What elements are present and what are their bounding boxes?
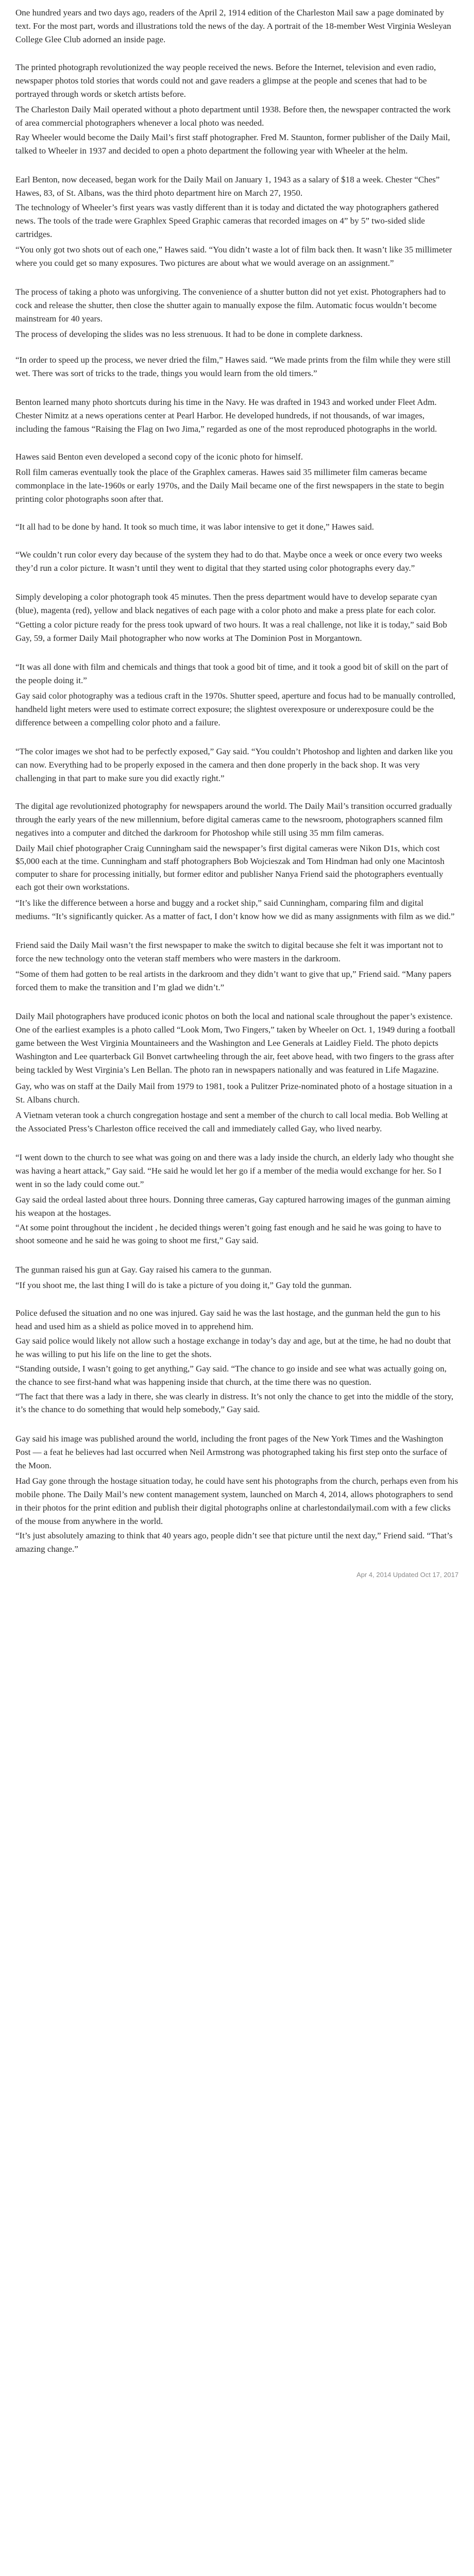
article-paragraph: The process of taking a photo was unforgiving. The convenience of a shutter button did not yet exist. Photographers had to cock and release the shutter, then close the shutter again to manually expose the film. Automatic focus wouldn’t become mainstream for 40 years.	[15, 287, 446, 324]
article-paragraph: “It’s just absolutely amazing to think that 40 years ago, people didn’t see that picture until the next day,” Friend said. “That’s amazing change.”	[15, 1531, 453, 1554]
article-paragraph: “The fact that there was a lady in there, she was clearly in distress. It’s not only the chance to get into the middle of the story, it’s the chance to do something that would help somebody,” Gay said.	[15, 1392, 454, 1414]
article-paragraph: Simply developing a color photograph took 45 minutes. Then the press department would have to develop separate cyan (blue), magenta (red), yellow and black negatives of each page with a color photo and make a press plate for each color.	[15, 592, 437, 615]
article-paragraph: “We couldn’t run color every day because of the system they had to do that. Maybe once a week or once every two weeks they’d run a color picture. It wasn’t until they went to digital that they started using color photographs every day.”	[15, 550, 443, 573]
article-paragraph: Ray Wheeler would become the Daily Mail’s first staff photographer. Fred M. Staunton, former publisher of the Daily Mail, talked to Wheeler in 1937 and decided to open a photo department the following year with Wheeler at the helm.	[15, 132, 450, 156]
article-paragraph: Hawes said Benton even developed a second copy of the iconic photo for himself.	[15, 452, 303, 462]
article-paragraph: A Vietnam veteran took a church congregation hostage and sent a member of the church to call local media. Bob Welling at the Associated Press’s Charleston office received the call and immediately called Gay, who lived nearby.	[15, 1110, 448, 1133]
article-paragraph: The technology of Wheeler’s first years was vastly different than it is today and dictated the way photographers gathered news. The tools of the trade were Graphlex Speed Graphic cameras that recorded images on 4” by 5” two-sided slide cartridges.	[15, 202, 439, 239]
article-paragraph: “You only got two shots out of each one,” Hawes said. “You didn’t waste a lot of film back then. It wasn’t like 35 millimeter where you could get so many exposures. Two pictures are about what we would average on an assignment.”	[15, 245, 452, 268]
article-paragraph: Gay said color photography was a tedious craft in the 1970s. Shutter speed, aperture and focus had to be manually controlled, handheld light meters were used to estimate correct exposure; the slightest overexposure or underexposure could be the difference between a compelling color photo and a failure.	[15, 691, 456, 727]
article-paragraph: Gay, who was on staff at the Daily Mail from 1979 to 1981, took a Pulitzer Prize-nominated photo of a hostage situation in a St. Albans church.	[15, 1081, 452, 1105]
article-paragraph: Daily Mail photographers have produced iconic photos on both the local and national scale throughout the paper’s existence. One of the earliest examples is a photo called “Look Mom, Two Fingers,” taken by Wheeler on Oct. 1, 1949 during a football game between the West Virginia Mountaineers and the Washington and Lee Generals at Laidley Field. The photo depicts Washington and Lee quarterback Gil Bonvet cartwheeling through the air, feet above head, with two fingers to the grass after being tackled by West Virginia’s Len Bellan. The photo ran in newspapers nationally and was featured in Life Magazine.	[15, 1011, 455, 1075]
article-paragraph: “Getting a color picture ready for the press took upward of two hours. It was a real challenge, not like it is today,” said Bob Gay, 59, a former Daily Mail photographer who now works at The Dominion Post in Morgantown.	[15, 620, 447, 643]
article-paragraph: “I went down to the church to see what was going on and there was a lady inside the church, an elderly lady who thought she was having a heart attack,” Gay said. “He said he would let her go if a member of the media would exchange for her. So I went in so the lady could come out.”	[15, 1153, 454, 1189]
article-paragraph: Benton learned many photo shortcuts during his time in the Navy. He was drafted in 1943 and worked under Fleet Adm. Chester Nimitz at a news operations center at Pearl Harbor. He developed hundreds, if not thousands, of war images, including the famous “Raising the Flag on Iwo Jima,” regarded as one of the most reproduced photographs in the world.	[15, 397, 437, 434]
article-body	[15, 0, 459, 2576]
article-paragraph: The printed photograph revolutionized the way people received the news. Before the Internet, television and even radio, newspaper photos told stories that words could not and gave readers a glimpse at the people and scenes that had to be portrayed through words or sketch artists before.	[15, 62, 436, 99]
article-paragraph: The Charleston Daily Mail operated without a photo department until 1938. Before then, the newspaper contracted the work of area commercial photographers whenever a local photo was needed.	[15, 105, 451, 128]
article-paragraph: The digital age revolutionized photography for newspapers around the world. The Daily Mail’s transition occurred gradually through the early years of the new millennium, before digital cameras came to the newsroom, photographers scanned film negatives into a computer and ditched the darkroom for Photoshop while still using 35 mm film cameras.	[15, 801, 452, 838]
article-dateline: Apr 4, 2014 Updated Oct 17, 2017	[356, 1571, 459, 1579]
article-paragraph: The process of developing the slides was no less strenuous. It had to be done in complete darkness.	[15, 329, 363, 339]
article-paragraph: “The color images we shot had to be perfectly exposed,” Gay said. “You couldn’t Photoshop and lighten and darken like you can now. Everything had to be properly exposed in the camera and then done properly in the back shop. It was very challenging in that part to make sure you did exactly right.”	[15, 747, 453, 783]
article-paragraph: Roll film cameras eventually took the place of the Graphlex cameras. Hawes said 35 millimeter film cameras became commonplace in the late-1960s or early 1970s, and the Daily Mail became one of the first newspapers in the state to begin printing color photographs soon after that.	[15, 467, 444, 504]
article-paragraph: Daily Mail chief photographer Craig Cunningham said the newspaper’s first digital cameras were Nikon D1s, which cost $5,000 each at the time. Cunningham and staff photographers Bob Wojcieszak and Tom Hindman had only one Macintosh computer to share for processing initially, but former editor and publisher Nanya Friend said the photographers eventually each got their own workstations.	[15, 843, 445, 892]
article-paragraph: Earl Benton, now deceased, began work for the Daily Mail on January 1, 1943 as a salary of $18 a week. Chester “Ches” Hawes, 83, of St. Albans, was the third photo department hire on March 27, 1950.	[15, 175, 440, 198]
article-paragraph: Gay said the ordeal lasted about three hours. Donning three cameras, Gay captured harrowing images of the gunman aiming his weapon at the hostages.	[15, 1195, 451, 1218]
article-paragraph: Had Gay gone through the hostage situation today, he could have sent his photographs from the church, perhaps even from his mobile phone. The Daily Mail’s new content management system, launched on March 4, 2014, allows photographers to send in their photos for the print edition and publish their digital photographs online at charlestondailymail.com with a few clicks of the mouse from anywhere in the world.	[15, 1476, 459, 1526]
article-paragraph: “It was all done with film and chemicals and things that took a good bit of time, and it took a good bit of skill on the part of the people doing it.”	[15, 662, 448, 685]
article-paragraph: Gay said his image was published around the world, including the front pages of the New York Times and the Washington Post — a feat he believes had last occurred when Neil Armstrong was photographed taking his first step onto the surface of the Moon.	[15, 1434, 447, 1470]
article-paragraph: The gunman raised his gun at Gay. Gay raised his camera to the gunman.	[15, 1265, 272, 1275]
article-paragraph: “At some point throughout the incident , he decided things weren’t going fast enough and he said he was going to have to shoot someone and he said he was going to shoot me first,” Gay said.	[15, 1223, 442, 1245]
article-paragraph: “Some of them had gotten to be real artists in the darkroom and they didn’t want to give that up,” Friend said. “Many papers forced them to make the transition and I’m glad we didn’t.”	[15, 969, 452, 992]
article-paragraph: Gay said police would likely not allow such a hostage exchange in today’s day and age, but at the time, he had no doubt that he was willing to put his life on the line to get the shots.	[15, 1336, 451, 1359]
article-paragraph: “In order to speed up the process, we never dried the film,” Hawes said. “We made prints from the film while they were still wet. There was sort of tricks to the trade, things you would learn from the old timers.”	[15, 355, 451, 378]
article-paragraph: “It all had to be done by hand. It took so much time, it was labor intensive to get it done,” Hawes said.	[15, 522, 374, 532]
article-paragraph: Police defused the situation and no one was injured. Gay said he was the last hostage, and the gunman held the gun to his head and used him as a shield as police moved in to apprehend him.	[15, 1308, 441, 1331]
article-paragraph: One hundred years and two days ago, readers of the April 2, 1914 edition of the Charleston Mail saw a page dominated by text. For the most part, words and illustrations told the news of the day. A portrait of the 18-member West Virginia Wesleyan College Glee Club adorned an inside page.	[15, 8, 451, 44]
article-paragraph: “If you shoot me, the last thing I will do is take a picture of you doing it,” Gay told the gunman.	[15, 1280, 352, 1290]
article-paragraph: “Standing outside, I wasn’t going to get anything,” Gay said. “The chance to go inside and see what was actually going on, the chance to see first-hand what was happening inside that church, at the time there was no question.	[15, 1364, 447, 1387]
article-paragraph: “It’s like the difference between a horse and buggy and a rocket ship,” said Cunningham, comparing film and digital mediums. “It’s significantly quicker. As a matter of fact, I don’t know how we did as many assignments with film as we did.”	[15, 898, 455, 921]
article-paragraph: Friend said the Daily Mail wasn’t the first newspaper to make the switch to digital because she felt it was important not to force the new technology onto the veteran staff members who were masters in the darkroom.	[15, 940, 443, 963]
